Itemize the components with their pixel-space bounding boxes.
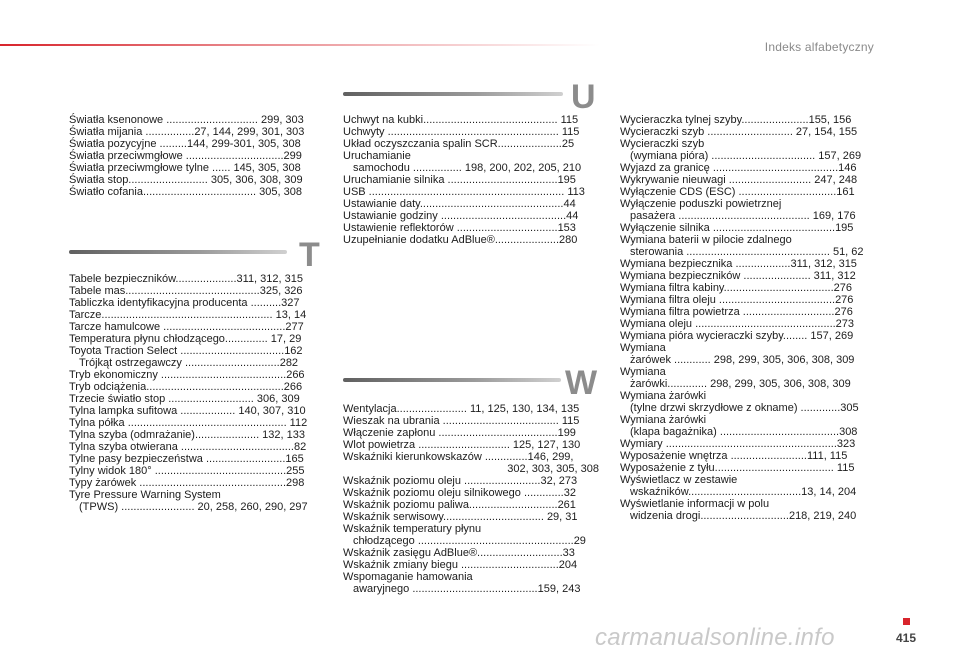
index-entry: Wymiana filtra kabiny....................................276 [620, 282, 852, 294]
index-entry: Tylna półka .................................................... 112 [69, 417, 308, 429]
index-entry: Wymiana pióra wycieraczki szyby........ 157, 269 [620, 330, 854, 342]
index-entry: Trzecie światło stop ............................ 306, 309 [69, 393, 300, 405]
index-entry: Wyposażenie wnętrza .........................111, 115 [620, 450, 848, 462]
index-entry: Wyposażenie z tyłu....................................... 115 [620, 462, 855, 474]
index-entry: sterowania ............................................... 51, 62 [630, 246, 864, 258]
index-section-t [69, 273, 322, 513]
index-entry: Tabele bezpieczników....................311, 312, 315 [69, 273, 303, 285]
index-entry: Wymiana oleju ..............................................273 [620, 318, 855, 330]
index-entry: Uruchamianie [343, 150, 411, 162]
index-entry: Wymiana żarówki [620, 414, 707, 426]
index-entry: Światła ksenonowe .............................. 299, 303 [69, 114, 304, 126]
section-header-u [343, 80, 599, 114]
index-entry: Wskaźnik zmiany biegu ................................204 [343, 559, 578, 571]
index-entry: Ustawienie reflektorów .................................153 [343, 222, 576, 234]
index-entry: Wskaźnik zasięgu AdBlue®............................33 [343, 547, 575, 559]
index-entry: Tarcze hamulcowe ........................................277 [69, 321, 304, 333]
index-entry: Wyłączenie silnika ........................................195 [620, 222, 854, 234]
index-entry: Tylna szyba (odmrażanie)..................... 132, 133 [69, 429, 305, 441]
section-rule [69, 250, 287, 254]
index-entry: Wykrywanie nieuwagi ........................... 247, 248 [620, 174, 858, 186]
index-entry: Uchwyty ........................................................ 115 [343, 126, 580, 138]
index-entry: Typy żarówek ................................................298 [69, 477, 305, 489]
index-section-s [69, 114, 322, 198]
index-entry: Uzupełnianie dodatku AdBlue®.....................280 [343, 234, 578, 246]
index-entry: Uruchamianie silnika ....................................195 [343, 174, 576, 186]
index-entry: awaryjnego .........................................159, 243 [353, 583, 581, 595]
index-entry: Światła stop.......................... 305, 306, 308, 309 [69, 174, 303, 186]
section-rule [343, 378, 561, 382]
index-entry: Tylna lampka sufitowa .................. 140, 307, 310 [69, 405, 306, 417]
index-entry: Toyota Traction Select ..................................162 [69, 345, 303, 357]
index-entry: (tylne drzwi skrzydłowe z okname) .............305 [630, 402, 859, 414]
index-entry: Światło cofania..................................... 305, 308 [69, 186, 302, 198]
section-header-w [343, 366, 599, 400]
index-entry: Wentylacja....................... 11, 125, 130, 134, 135 [343, 403, 580, 415]
index-entry: Wyjazd za granicę .........................................146 [620, 162, 857, 174]
index-entry: Wycieraczka tylnej szyby......................155, 156 [620, 114, 852, 126]
section-rule [343, 92, 563, 96]
index-entry: Wlot powietrza .............................. 125, 127, 130 [343, 439, 581, 451]
index-entry: Ustawianie godziny .........................................44 [343, 210, 579, 222]
page-number: 415 [896, 631, 917, 645]
index-entry: Wskaźnik poziomu paliwa.............................261 [343, 499, 576, 511]
index-entry: Wymiana [620, 366, 666, 378]
index-entry: Wymiana baterii w pilocie zdalnego [620, 234, 792, 246]
index-entry: Wyświetlanie informacji w polu [620, 498, 770, 510]
index-entry: wskaźników.....................................13, 14, 204 [630, 486, 857, 498]
index-entry: Trójkąt ostrzegawczy ...............................282 [79, 357, 299, 369]
index-section-w-continued [620, 114, 873, 522]
index-entry: Wymiana bezpiecznika ..................311, 312, 315 [620, 258, 857, 270]
index-entry: Ustawianie daty...............................................44 [343, 198, 576, 210]
section-header-t [69, 238, 324, 272]
index-entry: Wskaźnik poziomu oleju silnikowego .............32 [343, 487, 576, 499]
section-letter-t: T [299, 236, 320, 274]
index-entry: Tylny widok 180° ...........................................255 [69, 465, 305, 477]
index-entry: Uchwyt na kubki............................................ 115 [343, 114, 579, 126]
index-entry: Tryb ekonomiczny .........................................266 [69, 369, 305, 381]
index-entry: Światła pozycyjne .........144, 299-301, 305, 308 [69, 138, 301, 150]
index-entry: USB ................................................................ 113 [343, 186, 585, 198]
section-letter-u: U [571, 78, 596, 116]
index-entry: Wyłączenie CDS (ESC) ................................161 [620, 186, 855, 198]
index-entry: Wymiana filtra oleju ......................................276 [620, 294, 854, 306]
index-entry: Tryb odciążenia.............................................266 [69, 381, 303, 393]
index-entry: Tabliczka identyfikacyjna producenta ..........327 [69, 297, 300, 309]
index-entry: Wymiana [620, 342, 666, 354]
index-section-u [343, 114, 599, 246]
index-entry: Wycieraczki szyb ............................ 27, 154, 155 [620, 126, 858, 138]
index-entry: Tylna szyba otwierana .....................................82 [69, 441, 307, 453]
index-entry: Wymiary ........................................................323 [620, 438, 856, 450]
index-section-w [343, 403, 599, 595]
section-letter-w: W [565, 364, 598, 402]
index-entry: Wyświetlacz w zestawie [620, 474, 738, 486]
index-entry: samochodu ................ 198, 200, 202, 205, 210 [353, 162, 582, 174]
index-entry: Wskaźniki kierunkowskazów ..............146, 299, [343, 451, 574, 463]
index-entry: Tylne pasy bezpieczeństwa ..........................165 [69, 453, 304, 465]
index-entry: 302, 303, 305, 308 [507, 463, 599, 475]
index-entry: (wymiana pióra) .................................. 157, 269 [630, 150, 862, 162]
page-marker [903, 618, 910, 625]
index-entry: Wskaźnik serwisowy................................. 29, 31 [343, 511, 578, 523]
index-entry: Wspomaganie hamowania [343, 571, 473, 583]
index-entry: widzenia drogi.............................218, 219, 240 [630, 510, 857, 522]
index-entry: Tyre Pressure Warning System [69, 489, 221, 501]
index-entry: Temperatura płynu chłodzącego.............. 17, 29 [69, 333, 302, 345]
running-title: Indeks alfabetyczny [764, 40, 874, 54]
index-entry: Wskaźnik poziomu oleju .........................32, 273 [343, 475, 578, 487]
index-entry: żarówek ............ 298, 299, 305, 306, 308, 309 [630, 354, 855, 366]
index-entry: Wyłączenie poduszki powietrznej [620, 198, 782, 210]
index-entry: Wycieraczki szyb [620, 138, 705, 150]
index-entry: Światła mijania ................27, 144, 299, 301, 303 [69, 126, 305, 138]
index-entry: (TPWS) ........................ 20, 258, 260, 290, 297 [79, 501, 308, 513]
index-entry: Tabele mas............................................325, 326 [69, 285, 303, 297]
index-entry: pasażera ........................................... 169, 176 [630, 210, 856, 222]
index-entry: Wskaźnik temperatury płynu [343, 523, 482, 535]
index-entry: (klapa bagażnika) .......................................308 [630, 426, 858, 438]
index-entry: Włączenie zapłonu .......................................199 [343, 427, 576, 439]
index-entry: Wymiana bezpieczników ...................... 311, 312 [620, 270, 856, 282]
watermark: carmanualsonline.info [595, 624, 835, 651]
index-entry: Tarcze........................................................ 13, 14 [69, 309, 307, 321]
index-entry: Światła przeciwmgłowe ................................299 [69, 150, 302, 162]
index-entry: Wymiana filtra powietrza ..............................276 [620, 306, 853, 318]
index-entry: chłodzącego ...................................................29 [353, 535, 586, 547]
index-entry: Wymiana żarówki [620, 390, 707, 402]
index-entry: Światła przeciwmgłowe tylne ...... 145, 305, 308 [69, 162, 301, 174]
index-entry: Wieszak na ubrania ...................................... 115 [343, 415, 580, 427]
index-entry: Układ oczyszczania spalin SCR.....................25 [343, 138, 575, 150]
header-accent-line [0, 44, 600, 46]
index-entry: żarówki............. 298, 299, 305, 306, 308, 309 [630, 378, 851, 390]
